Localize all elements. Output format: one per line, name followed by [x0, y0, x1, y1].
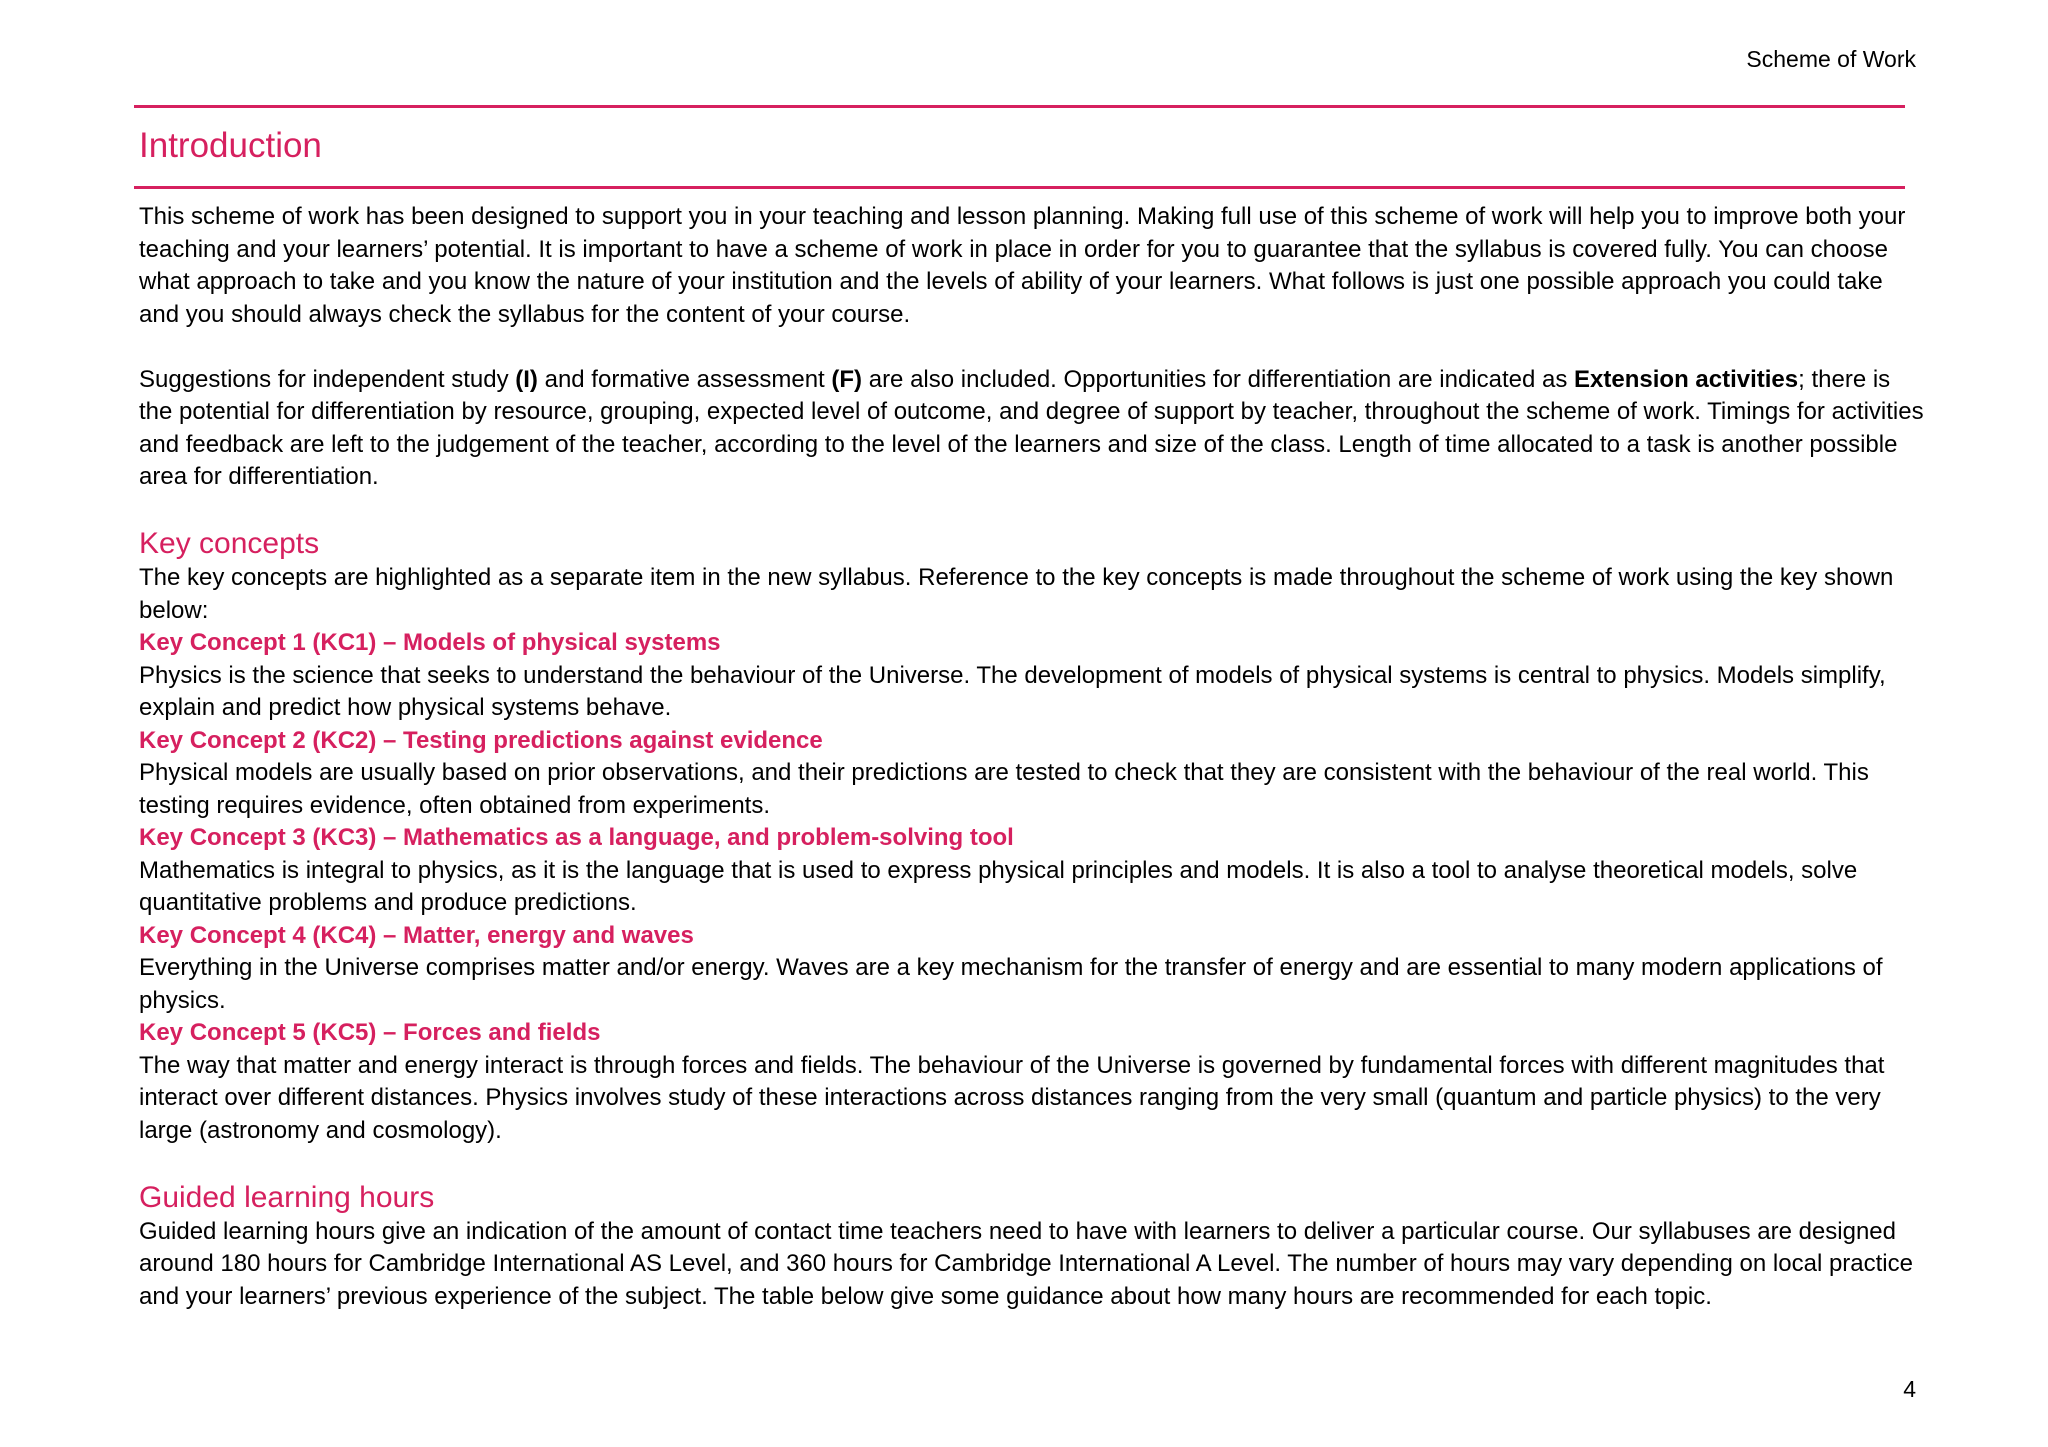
para2-text-4: ; there is the potential for differentiation by resource, grouping, expected level of outcome, and degree of support by teacher, throughout the scheme of work. Timings for activities and feedback are left to the judgement of the teacher, according to the level of the learners and size of the class. Length of time allocated to a task is another possible area for differentiation.: [139, 365, 1924, 490]
section-title: Introduction: [139, 126, 322, 165]
title-underline-rule: [134, 186, 1905, 189]
independent-study-marker: (I): [515, 365, 538, 393]
kc5-text: The way that matter and energy interact is through forces and fields. The behaviour of the Universe is governed by fundamental forces with different magnitudes that interact over different distances. Physics involves study of these interactions across distances ranging from the very small (quantum and particle physics) to the very large (astronomy and cosmology).: [139, 1051, 1885, 1144]
extension-activities-label: Extension activities: [1574, 365, 1799, 393]
page-number: 4: [1903, 1376, 1916, 1402]
guided-learning-heading: Guided learning hours: [139, 1180, 435, 1214]
para2-text-1: Suggestions for independent study: [139, 365, 516, 393]
kc2-heading: Key Concept 2 (KC2) – Testing predictions against evidence: [139, 726, 823, 754]
kc1-heading: Key Concept 1 (KC1) – Models of physical systems: [139, 629, 721, 656]
guided-learning-text: Guided learning hours give an indication of the amount of contact time teachers need to have with learners to deliver a particular course. Our syllabuses are designed around 180 hours for Cambridge International AS Level, and 360 hours for Cambridge International A Level. The number of hours may vary depending on local practice and your learners’ previous experience of the subject. The table below give some guidance about how many hours are recommended for each topic.: [139, 1217, 1913, 1310]
formative-assessment-marker: (F): [831, 365, 863, 393]
kc4-heading: Key Concept 4 (KC4) – Matter, energy and waves: [139, 921, 694, 949]
key-concepts-heading: Key concepts: [139, 527, 320, 560]
top-rule: [134, 105, 1905, 108]
kc2-text: Physical models are usually based on prior observations, and their predictions are tested to check that they are consistent with the behaviour of the real world. This testing requires evidence, often obtained from experiments.: [139, 759, 1869, 819]
kc1-text: Physics is the science that seeks to understand the behaviour of the Universe. The development of models of physical systems is central to physics. Models simplify, explain and predict how physical systems behave.: [139, 661, 1886, 721]
body-content: [139, 201, 1929, 1313]
intro-paragraph-2: [139, 364, 1929, 494]
running-header: Scheme of Work: [1746, 46, 1916, 72]
intro-paragraph-1: This scheme of work has been designed to support you in your teaching and lesson planning. Making full use of this scheme of work will help you to improve both your teaching and your learners’ potential. It is important to have a scheme of work in place in order for you to guarantee that the syllabus is covered fully. You can choose what approach to take and you know the nature of your institution and the levels of ability of your learners. What follows is just one possible approach you could take and you should always check the syllabus for the content of your course.: [139, 203, 1906, 328]
para2-text-3: are also included. Opportunities for differentiation are indicated as: [862, 365, 1575, 393]
kc3-text: Mathematics is integral to physics, as it is the language that is used to express physical principles and models. It is also a tool to analyse theoretical models, solve quantitative problems and produce predictions.: [139, 856, 1858, 916]
key-concepts-intro: The key concepts are highlighted as a separate item in the new syllabus. Reference to the key concepts is made throughout the scheme of work using the key shown below:: [139, 564, 1894, 624]
kc5-heading: Key Concept 5 (KC5) – Forces and fields: [139, 1019, 601, 1046]
kc4-text: Everything in the Universe comprises matter and/or energy. Waves are a key mechanism for the transfer of energy and are essential to many modern applications of physics.: [139, 954, 1883, 1014]
kc3-heading: Key Concept 3 (KC3) – Mathematics as a language, and problem-solving tool: [139, 824, 1014, 851]
para2-text-2: and formative assessment: [537, 365, 832, 393]
